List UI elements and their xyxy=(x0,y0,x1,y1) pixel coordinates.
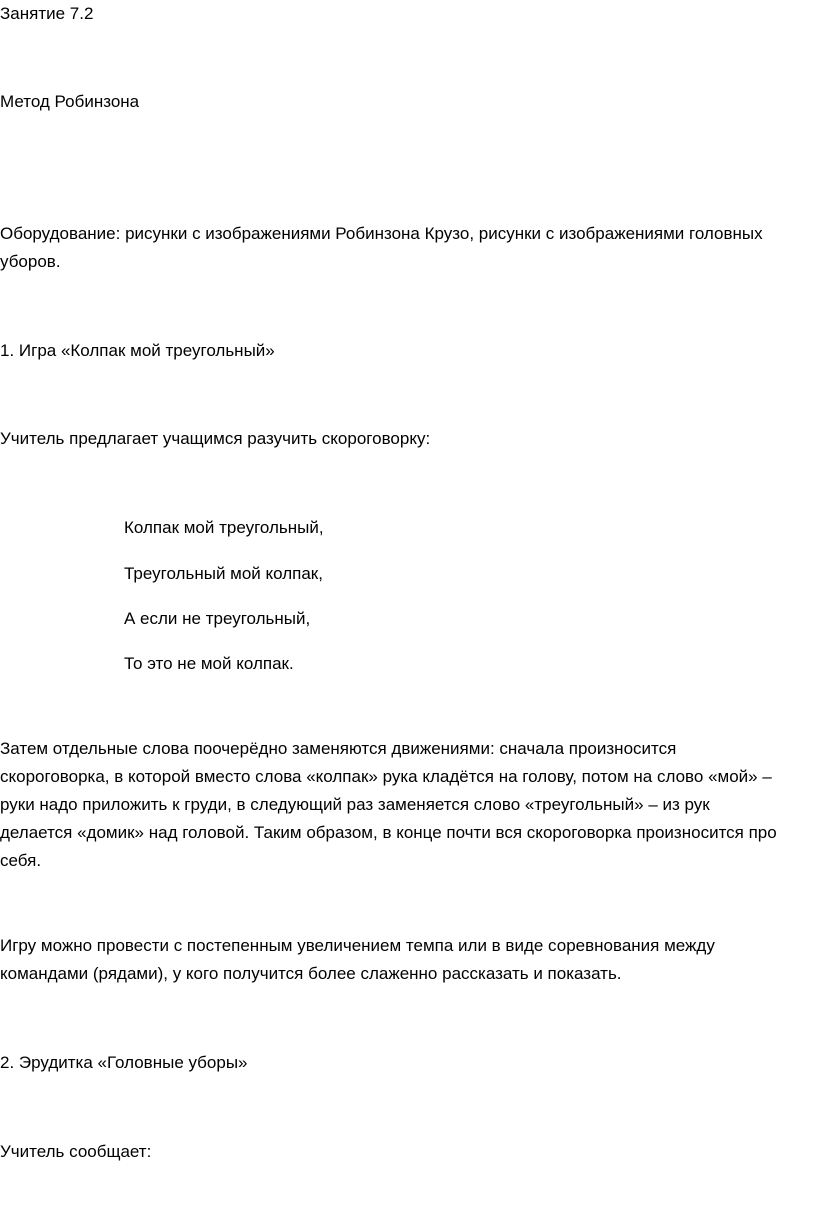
section2-heading: 2. Эрудитка «Головные уборы» xyxy=(0,1053,248,1072)
explanation-line: Затем отдельные слова поочерёдно заменяются движениями: сначала произносится xyxy=(0,739,677,758)
twister-line: Колпак мой треугольный, xyxy=(124,518,324,537)
twister-line: А если не треугольный, xyxy=(124,609,311,628)
method-title: Метод Робинзона xyxy=(0,92,140,111)
twister-line: Треугольный мой колпак, xyxy=(124,564,323,583)
game-variant-line: командами (рядами), у кого получится более слаженно рассказать и показать. xyxy=(0,964,622,983)
explanation-paragraph xyxy=(0,735,812,875)
teacher-intro: Учитель предлагает учащимся разучить скороговорку: xyxy=(0,429,431,448)
twister-line: То это не мой колпак. xyxy=(124,654,294,673)
section1-heading: 1. Игра «Колпак мой треугольный» xyxy=(0,341,275,360)
explanation-line: руки надо приложить к груди, в следующий раз заменяется слово «треугольный» – из рук xyxy=(0,795,710,814)
explanation-line: делается «домик» над головой. Таким образом, в конце почти вся скороговорка произносится про xyxy=(0,823,777,842)
lesson-title: Занятие 7.2 xyxy=(0,4,94,23)
equipment-paragraph xyxy=(0,220,812,276)
teacher-says: Учитель сообщает: xyxy=(0,1142,152,1161)
explanation-line: себя. xyxy=(0,851,42,870)
equipment-line: уборов. xyxy=(0,252,61,271)
equipment-line: Оборудование: рисунки с изображениями Робинзона Крузо, рисунки с изображениями головных xyxy=(0,224,763,243)
game-variant-paragraph xyxy=(0,932,812,988)
game-variant-line: Игру можно провести с постепенным увеличением темпа или в виде соревнования между xyxy=(0,936,715,955)
explanation-line: скороговорка, в которой вместо слова «колпак» рука кладётся на голову, потом на слово «мой» – xyxy=(0,767,772,786)
